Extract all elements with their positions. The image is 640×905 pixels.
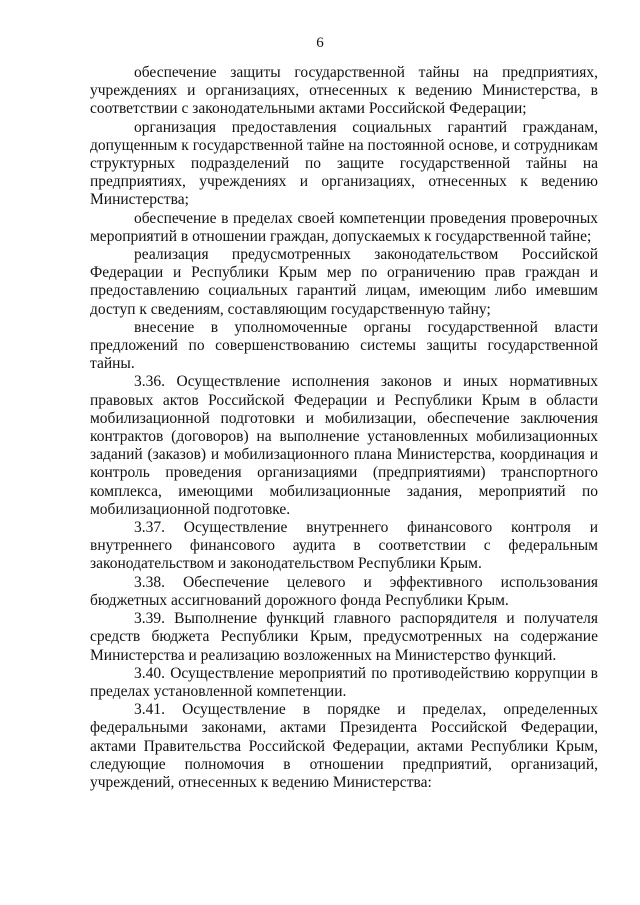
paragraph-3-36: 3.36. Осуществление исполнения законов и иных нормативных правовых актов Российской Федерации и Республики Крым в области мобилизационной подготовки и мобилизации, обеспечение заключения контрактов (договоров) на выполнение установленных мобилизационных заданий (заказов) и мобилизационного плана Министерства, координация и контроль проведения организациями (предприятиями) транспортного комплекса, имеющими мобилизационные задания, мероприятий по мобилизационной подготовке. bbox=[90, 373, 598, 518]
page-number: 6 bbox=[316, 35, 324, 51]
paragraph-3-38: 3.38. Обеспечение целевого и эффективного использования бюджетных ассигнований дорожного фонда Республики Крым. bbox=[90, 573, 598, 609]
paragraph-3-40: 3.40. Осуществление мероприятий по противодействию коррупции в пределах установленной компетенции. bbox=[90, 664, 598, 700]
document-body bbox=[90, 64, 598, 792]
paragraph-3-41: 3.41. Осуществление в порядке и пределах, определенных федеральными законами, актами Президента Российской Федерации, актами Правительства Российской Федерации, актами Республики Крым, следующие полномочия в отношении предприятий, организаций, учреждений, отнесенных к ведению Министерства: bbox=[90, 701, 598, 791]
paragraph-proposals: внесение в уполномоченные органы государственной власти предложений по совершенствованию системы защиты государственной тайны. bbox=[90, 318, 598, 373]
paragraph-social-guarantees: организация предоставления социальных гарантий гражданам, допущенным к государственной тайне на постоянной основе, и сотрудникам структурных подразделений по защите государственной тайны на предприятиях, учреждениях и организациях, отнесенных к ведению Министерства; bbox=[90, 118, 598, 209]
paragraph-3-37: 3.37. Осуществление внутреннего финансового контроля и внутреннего финансового аудита в соответствии с федеральным законодательством и законодательством Республики Крым. bbox=[90, 519, 598, 573]
paragraph-verification-measures: обеспечение в пределах своей компетенции проведения проверочных мероприятий в отношении граждан, допускаемых к государственной тайне; bbox=[90, 209, 598, 245]
paragraph-rights-restriction: реализация предусмотренных законодательством Российской Федерации и Республики Крым мер по ограничению прав граждан и предоставлению социальных гарантий лицам, имеющим либо имевшим доступ к сведениям, составляющим государственную тайну; bbox=[90, 246, 598, 318]
paragraph-state-secret-protection: обеспечение защиты государственной тайны на предприятиях, учреждениях и организациях, отнесенных к ведению Министерства, в соответствии с законодательными актами Российской Федерации; bbox=[90, 64, 598, 118]
paragraph-3-39: 3.39. Выполнение функций главного распорядителя и получателя средств бюджета Республики Крым, предусмотренных на содержание Министерства и реализацию возложенных на Министерство функций. bbox=[90, 610, 598, 664]
